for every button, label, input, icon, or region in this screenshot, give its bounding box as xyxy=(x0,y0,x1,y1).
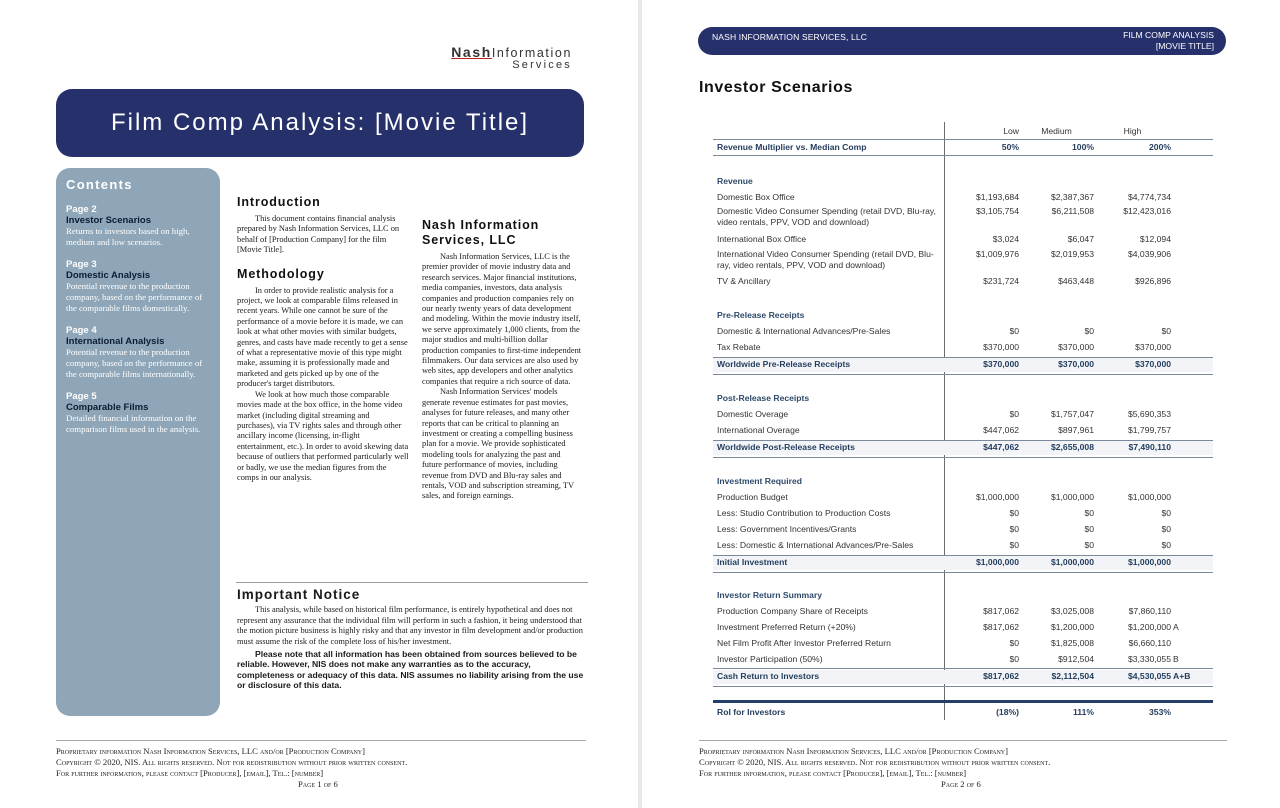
introduction-heading: Introduction xyxy=(237,195,321,209)
contents-title: Contents xyxy=(66,177,133,192)
toc-entry[interactable] xyxy=(66,204,210,248)
row-value-low: $0 xyxy=(1009,540,1019,550)
row-value-high: 353% xyxy=(1149,707,1171,717)
row-label: Net Film Profit After Investor Preferred Return xyxy=(717,638,891,648)
row-value-low: $447,062 xyxy=(983,425,1019,435)
row-label: Tax Rebate xyxy=(717,342,761,352)
logo-text-information: Information xyxy=(491,46,572,60)
row-value-medium: $0 xyxy=(1084,524,1094,534)
row-value-high: 200% xyxy=(1149,142,1171,152)
row-value-low: 50% xyxy=(1001,142,1019,152)
row-label: Investment Preferred Return (+20%) xyxy=(717,622,856,632)
right-text-column xyxy=(422,218,582,502)
document-title: Film Comp Analysis: [Movie Title] xyxy=(110,109,530,136)
row-value-high: $7,860,110 xyxy=(1128,606,1171,616)
column-header-label: Medium xyxy=(1041,126,1072,136)
row-value-medium: $370,000 xyxy=(1058,342,1094,352)
nash-paragraph: Nash Information Services, LLC is the premier provider of movie industry data and research services. Major financial institutions, media companies, investors, data analysis companies and production companies rely on our nearly twenty years of data development and modeling. Within the movie industry itself, we serve approximately 1,000 clients, from the major studios and multi-billion dollar production companies to first-time independent filmmakers. Our data services are also used by web sites, app developers and other analytics companies that require a rich source of data. xyxy=(422,252,582,386)
divider xyxy=(236,582,588,583)
row-value-low: $0 xyxy=(1009,409,1019,419)
footer-line: Proprietary information Nash Information Services, LLC and/or [Production Company] xyxy=(56,746,365,756)
row-value-high: $7,490,110 xyxy=(1128,442,1171,452)
page-number: Page 2 of 6 xyxy=(941,779,981,789)
row-value-low: $447,062 xyxy=(983,442,1019,452)
notice-heading: Important Notice xyxy=(237,587,361,602)
row-value-medium: $1,000,000 xyxy=(1050,557,1094,567)
row-label: International Video Consumer Spending (retail DVD, Blu-ray, video rentals, PPV, VOD and download) xyxy=(717,249,934,270)
row-label: Post-Release Receipts xyxy=(717,393,810,403)
row-value-medium: $1,200,000 xyxy=(1050,622,1094,632)
row-value-high: $0 xyxy=(1161,524,1171,534)
introduction-body: This document contains financial analysis prepared by Nash Information Services, LLC on behalf of [Production Company] for the film [Movie Title]. xyxy=(237,214,400,255)
notice-disclaimer: Please note that all information has been obtained from sources believed to be reliable. However, NIS does not make any warranties as to the accuracy, completeness or adequacy of this data. NIS assumes no liability arising from the use or disclosure of this data. xyxy=(237,649,584,691)
table-rule xyxy=(713,686,1213,687)
row-label: International Box Office xyxy=(717,234,807,244)
row-value-high: $1,799,757 xyxy=(1127,425,1171,435)
left-text-column xyxy=(237,195,409,483)
row-value-low: (18%) xyxy=(996,707,1019,717)
row-value-low: $370,000 xyxy=(983,342,1019,352)
methodology-heading: Methodology xyxy=(237,266,325,281)
row-value-high: $370,000 xyxy=(1135,359,1171,369)
toc-page-number: Page 5 xyxy=(66,391,97,402)
footer-line: For further information, please contact [Producer], [email], Tel.: [number] xyxy=(699,768,967,778)
header-doc-title xyxy=(1123,30,1214,52)
row-value-high: $4,530,055 xyxy=(1127,671,1171,681)
footer-line: Copyright © 2020, NIS. All rights reserved. Not for redistribution without prior written consent. xyxy=(699,757,1051,767)
row-label: Worldwide Pre-Release Receipts xyxy=(717,359,851,369)
column-header-high xyxy=(1094,126,1171,136)
row-value-medium: $6,211,508 xyxy=(1051,206,1094,216)
page-footer xyxy=(56,746,586,790)
toc-entry[interactable] xyxy=(66,325,210,380)
row-value-low: $3,024 xyxy=(992,234,1019,244)
row-label: Revenue xyxy=(717,176,753,186)
row-label: Initial Investment xyxy=(717,557,788,567)
row-value-medium: $2,019,953 xyxy=(1050,249,1094,259)
column-header-label: High xyxy=(1123,126,1142,136)
row-value-low: $1,009,976 xyxy=(975,249,1019,259)
toc-entry[interactable] xyxy=(66,259,210,314)
row-label: Domestic & International Advances/Pre-Sales xyxy=(717,326,891,336)
row-value-medium: $370,000 xyxy=(1058,359,1094,369)
row-value-medium: 100% xyxy=(1072,142,1094,152)
row-value-medium: $912,504 xyxy=(1058,654,1094,664)
row-value-low: $817,062 xyxy=(983,606,1019,616)
row-value-low: $817,062 xyxy=(983,671,1019,681)
toc-heading: Investor Scenarios xyxy=(66,215,152,226)
toc-description: Detailed financial information on the comparison films used in the analysis. xyxy=(66,413,201,434)
investor-scenarios-title: Investor Scenarios xyxy=(699,79,853,96)
nash-paragraph: Nash Information Services' models generate revenue estimates for past movies, analyses for future releases, and many other reports that can be critical to planning an investment or creating a compelling business plan for a movie. We provide sophisticated modeling tools for analyzing the past and future performance of movies, including revenue from DVD and Blu-ray sales and rentals, VOD and subscription streaming, TV sales, and foreign earnings. xyxy=(422,387,574,501)
page-footer xyxy=(699,746,1227,790)
row-label: Less: Government Incentives/Grants xyxy=(717,524,857,534)
nash-heading: Nash Information Services, LLC xyxy=(422,218,540,247)
row-value-medium: $6,047 xyxy=(1067,234,1094,244)
row-value-high: $0 xyxy=(1161,326,1171,336)
row-value-high: $4,774,734 xyxy=(1127,192,1171,202)
nash-information-services-logo xyxy=(412,44,572,71)
row-value-low: $1,000,000 xyxy=(975,557,1019,567)
row-value-low: $3,105,754 xyxy=(975,206,1019,216)
row-value-low: $1,193,684 xyxy=(975,192,1019,202)
row-value-medium: $0 xyxy=(1084,508,1094,518)
row-footnote-mark: A xyxy=(1173,622,1179,632)
row-footnote-mark: A+B xyxy=(1173,671,1191,681)
row-value-low: $1,000,000 xyxy=(975,492,1019,502)
row-label: Investor Return Summary xyxy=(717,590,823,600)
header-doc-title-line: [MOVIE TITLE] xyxy=(1155,41,1214,51)
row-value-low: $817,062 xyxy=(983,622,1019,632)
document-title-banner xyxy=(56,89,584,157)
row-value-high: $5,690,353 xyxy=(1127,409,1171,419)
row-value-high: $370,000 xyxy=(1135,342,1171,352)
row-value-high: $12,423,016 xyxy=(1123,206,1171,216)
row-value-medium: $1,825,008 xyxy=(1050,638,1094,648)
toc-heading: Comparable Films xyxy=(66,402,149,413)
footer-divider xyxy=(699,740,1227,741)
table-rule xyxy=(713,139,1213,140)
row-label: Domestic Overage xyxy=(717,409,789,419)
row-value-low: $0 xyxy=(1009,326,1019,336)
table-rule xyxy=(713,155,1213,156)
row-value-medium: $3,025,008 xyxy=(1050,606,1094,616)
document-page-1 xyxy=(0,0,638,808)
row-label: Production Budget xyxy=(717,492,788,502)
row-label: International Overage xyxy=(717,425,800,435)
table-rule xyxy=(713,374,1213,375)
table-rule-heavy xyxy=(713,700,1213,703)
row-label: Less: Studio Contribution to Production Costs xyxy=(717,508,891,518)
page-number: Page 1 of 6 xyxy=(298,779,338,789)
row-value-medium: $897,961 xyxy=(1058,425,1094,435)
table-rule xyxy=(713,572,1213,573)
row-footnote-mark: B xyxy=(1173,654,1179,664)
logo-text-nash: Nash xyxy=(451,44,492,60)
row-value-high: $0 xyxy=(1161,540,1171,550)
column-header-medium xyxy=(1019,126,1094,136)
row-value-high: $1,000,000 xyxy=(1127,557,1171,567)
toc-heading: Domestic Analysis xyxy=(66,270,151,281)
row-value-high: $6,660,110 xyxy=(1128,638,1171,648)
row-value-medium: $2,112,504 xyxy=(1051,671,1094,681)
toc-description: Potential revenue to the production company, based on the performance of the comparable films domestically. xyxy=(66,281,203,313)
footer-line: Copyright © 2020, NIS. All rights reserved. Not for redistribution without prior written consent. xyxy=(56,757,408,767)
row-label: Less: Domestic & International Advances/Pre-Sales xyxy=(717,540,914,550)
investor-scenarios-table xyxy=(713,122,1213,722)
methodology-paragraph: We look at how much those comparable movies made at the box office, in the home video market (including digital streaming and purchases), via TV rights sales and through other ancillary income (licensing, in-flight entertainment, etc.). In order to avoid skewing data because of outliers that performed particularly well or badly, we use the median figures from the comps in our analysis. xyxy=(237,389,409,482)
row-label: Pre-Release Receipts xyxy=(717,310,805,320)
row-value-high: $12,094 xyxy=(1139,234,1171,244)
row-value-medium: $463,448 xyxy=(1058,276,1094,286)
toc-entry[interactable] xyxy=(66,391,210,435)
row-value-high: $3,330,055 xyxy=(1127,654,1171,664)
row-value-high: $926,896 xyxy=(1135,276,1171,286)
document-page-2 xyxy=(642,0,1280,808)
row-value-low: $231,724 xyxy=(983,276,1019,286)
row-value-medium: $0 xyxy=(1084,326,1094,336)
header-doc-title-line: FILM COMP ANALYSIS xyxy=(1123,30,1214,40)
row-value-high: $0 xyxy=(1161,508,1171,518)
row-label: Worldwide Post-Release Receipts xyxy=(717,442,855,452)
row-label: Cash Return to Investors xyxy=(717,671,820,681)
row-value-low: $0 xyxy=(1009,524,1019,534)
row-label: Production Company Share of Receipts xyxy=(717,606,868,616)
column-header-low xyxy=(945,126,1019,136)
table-rule xyxy=(713,457,1213,458)
important-notice xyxy=(237,587,587,691)
logo-text-services: Services xyxy=(512,59,572,71)
toc-description: Potential revenue to the production company, based on the performance of the comparable films internationally. xyxy=(66,347,203,379)
row-value-low: $0 xyxy=(1009,508,1019,518)
footer-line: Proprietary information Nash Information Services, LLC and/or [Production Company] xyxy=(699,746,1008,756)
methodology-paragraph: In order to provide realistic analysis for a project, we look at comparable films released in recent years. While one cannot be sure of the performance of a movie before it is made, we can look at what other movies with similar budgets, genres, and casts have made recently to get a sense of what a representative movie of this type might make, assuming it is professionally made and marketed and gets picked up by one of the producer's target distributors. xyxy=(237,285,408,389)
row-value-medium: $2,387,367 xyxy=(1050,192,1094,202)
row-value-low: $0 xyxy=(1009,638,1019,648)
row-value-medium: $1,000,000 xyxy=(1050,492,1094,502)
row-label: Investor Participation (50%) xyxy=(717,654,823,664)
row-label: Revenue Multiplier vs. Median Comp xyxy=(717,142,867,152)
row-value-low: $370,000 xyxy=(983,359,1019,369)
row-label: RoI for Investors xyxy=(717,707,786,717)
row-value-high: $1,200,000 xyxy=(1127,622,1171,632)
column-header-label: Low xyxy=(1003,126,1019,136)
row-label: Domestic Video Consumer Spending (retail DVD, Blu-ray, video rentals, PPV, VOD and download) xyxy=(717,206,936,227)
table-rule xyxy=(713,668,1213,669)
footer-divider xyxy=(56,740,586,741)
contents-sidebar xyxy=(56,168,220,716)
footer-line: For further information, please contact [Producer], [email], Tel.: [number] xyxy=(56,768,324,778)
notice-paragraph: This analysis, while based on historical film performance, is entirely hypothetical and does not represent any assurance that the individual film will perform in such a fashion, it being understood that the motion picture business is highly risky and that any investor in film development and/or production must assume the risk of the complete loss of his/her investment. xyxy=(237,605,583,646)
toc-description: Returns to investors based on high, medium and low scenarios. xyxy=(66,226,190,247)
row-label: Domestic Box Office xyxy=(717,192,795,202)
toc-page-number: Page 3 xyxy=(66,259,97,270)
header-company: NASH INFORMATION SERVICES, LLC xyxy=(712,32,868,42)
row-label: Investment Required xyxy=(717,476,803,486)
toc-page-number: Page 4 xyxy=(66,325,97,336)
toc-heading: International Analysis xyxy=(66,336,165,347)
row-value-medium: $2,655,008 xyxy=(1050,442,1094,452)
row-value-medium: $1,757,047 xyxy=(1050,409,1094,419)
row-value-high: $4,039,906 xyxy=(1127,249,1171,259)
page-header-banner xyxy=(698,27,1226,55)
row-value-high: $1,000,000 xyxy=(1127,492,1171,502)
row-label: TV & Ancillary xyxy=(717,276,771,286)
row-value-low: $0 xyxy=(1009,654,1019,664)
toc-page-number: Page 2 xyxy=(66,204,97,215)
row-value-medium: 111% xyxy=(1072,707,1094,717)
row-value-medium: $0 xyxy=(1084,540,1094,550)
